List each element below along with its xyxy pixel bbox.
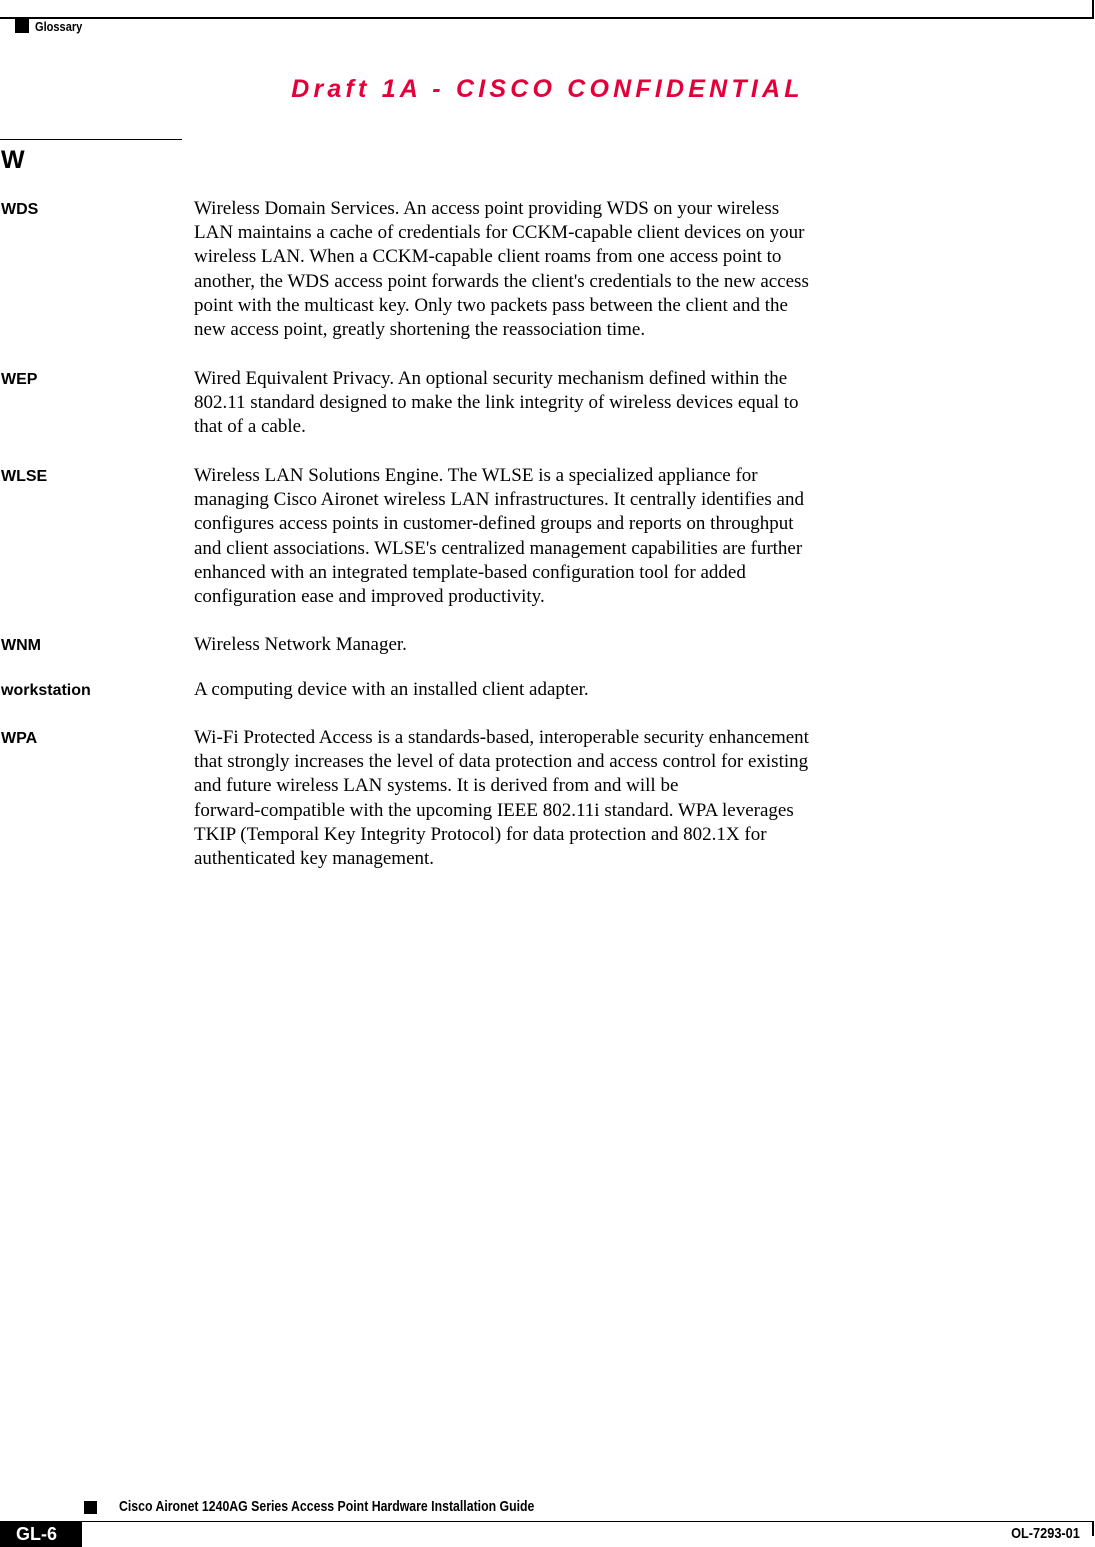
footer-rule-tick (1092, 1522, 1094, 1536)
footer-marker (84, 1501, 97, 1514)
header-marker (15, 19, 29, 33)
glossary-definition: Wireless LAN Solutions Engine. The WLSE is a specialized appliance for managing Cisco Aironet wireless LAN infrastructures. It centrally identifies and configures access points in customer-defined groups and reports on throughput and client associations. WLSE's centralized management capabilities are further enhanced with an integrated template-based configuration tool for added configuration ease and improved productivity. (194, 465, 804, 608)
glossary-term: WDS (1, 201, 39, 218)
glossary-term: WPA (1, 730, 38, 747)
glossary-term: WNM (1, 637, 41, 654)
confidential-watermark: Draft 1A - CISCO CONFIDENTIAL (291, 75, 804, 103)
glossary-term: WLSE (1, 468, 48, 485)
header-rule (0, 17, 1094, 19)
glossary-definition: Wired Equivalent Privacy. An optional security mechanism defined within the 802.11 standard designed to make the link integrity of wireless devices equal to that of a cable. (194, 368, 799, 438)
glossary-definition: Wi-Fi Protected Access is a standards-based, interoperable security enhancement that strongly increases the level of data protection and access control for existing and future wireless LAN systems. It is derived from and will be forward-compatible with the upcoming IEEE 802.11i standard. WPA leverages TKIP (Temporal Key Integrity Protocol) for data protection and 802.1X for authenticated key management. (194, 727, 809, 870)
guide-title: Cisco Aironet 1240AG Series Access Point Hardware Installation Guide (119, 1498, 535, 1515)
letter-heading-rule (0, 139, 182, 140)
page-number: GL-6 (16, 1524, 58, 1544)
glossary-definition: A computing device with an installed client adapter. (194, 679, 589, 700)
document-number: OL-7293-01 (1011, 1525, 1080, 1542)
glossary-term: WEP (1, 371, 38, 388)
glossary-term: workstation (1, 682, 91, 699)
header-rule-tick (1092, 0, 1094, 19)
glossary-definition: Wireless Network Manager. (194, 634, 407, 655)
letter-heading: W (1, 146, 25, 174)
footer-rule (82, 1521, 1094, 1522)
section-title: Glossary (35, 19, 83, 34)
glossary-definition: Wireless Domain Services. An access point providing WDS on your wireless LAN maintains a cache of credentials for CCKM-capable client devices on your wireless LAN. When a CCKM-capable client roams from one access point to another, the WDS access point forwards the client's credentials to the new access point with the multicast key. Only two packets pass between the client and the new access point, greatly shortening the reassociation time. (194, 198, 809, 341)
